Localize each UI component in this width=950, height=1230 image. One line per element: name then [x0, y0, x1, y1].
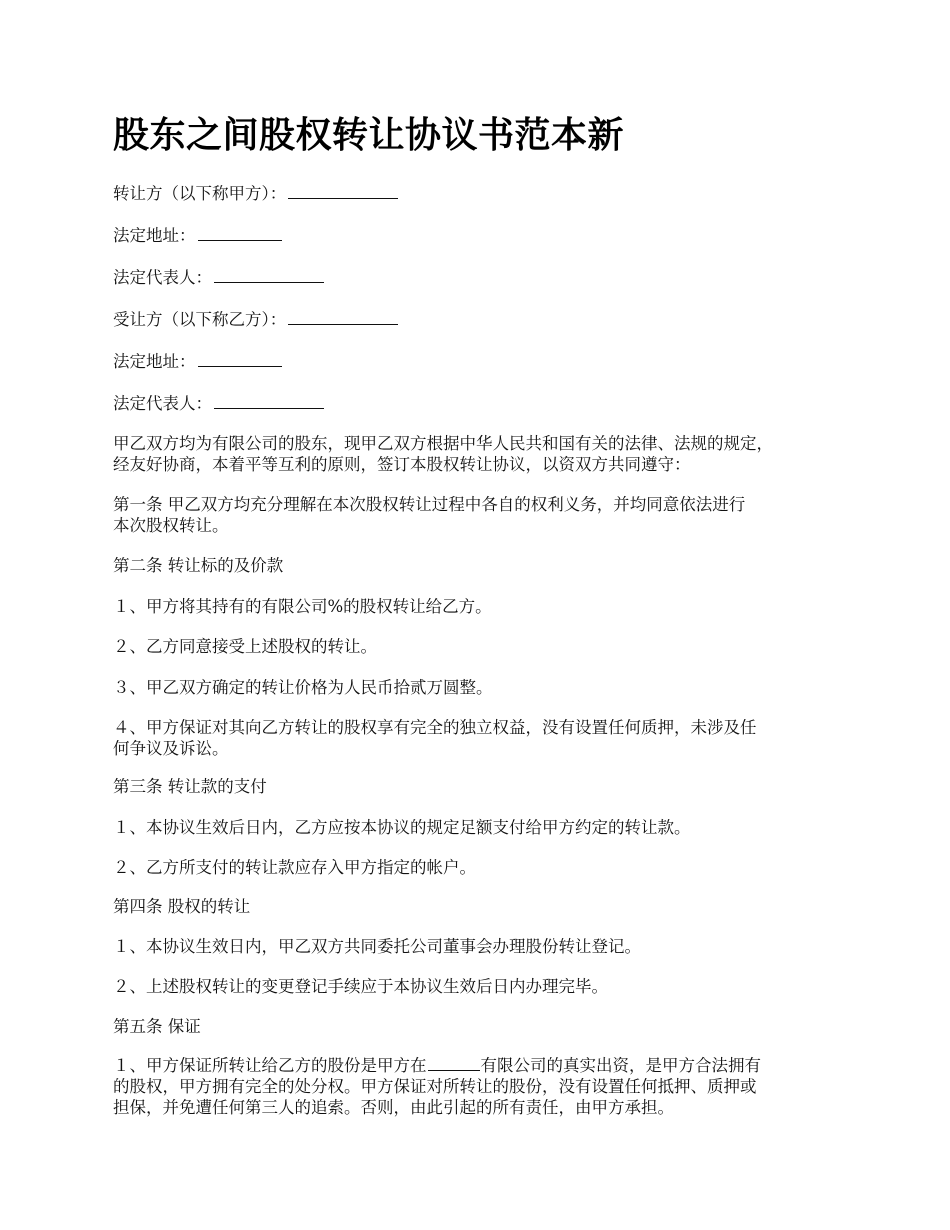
transferee-blank	[288, 309, 398, 325]
article-3-item-1: １、本协议生效后日内，乙方应按本协议的规定足额支付给甲方约定的转让款。	[113, 818, 691, 837]
article-2-item-3: ３、甲乙双方确定的转让价格为人民币拾贰万圆整。	[113, 678, 493, 697]
article-5-company-blank	[428, 1055, 480, 1071]
article-1-line-2: 本次股权转让。	[113, 516, 229, 535]
transferee-address-blank	[198, 351, 282, 367]
article-5-item-1-before-blank: １、甲方保证所转让给乙方的股份是甲方在	[113, 1056, 427, 1075]
document-title: 股东之间股权转让协议书范本新	[113, 115, 625, 156]
article-1-line-1: 第一条 甲乙双方均充分理解在本次股权转让过程中各自的权利义务，并均同意依法进行	[113, 495, 746, 514]
article-3-title: 第三条 转让款的支付	[113, 777, 267, 796]
transferor-address-line	[113, 225, 282, 246]
article-2-item-1: １、甲方将其持有的有限公司%的股权转让给乙方。	[113, 597, 492, 616]
transferee-representative-label: 法定代表人：	[113, 394, 212, 413]
transferor-blank	[288, 183, 398, 199]
transferor-representative-line	[113, 267, 324, 288]
transferor-representative-blank	[214, 267, 324, 283]
transferor-address-label: 法定地址：	[113, 226, 196, 245]
article-2-title: 第二条 转让标的及价款	[113, 556, 284, 575]
transferee-address-line	[113, 351, 282, 372]
article-5-item-1-after-blank: 有限公司的真实出资，是甲方合法拥有	[480, 1056, 761, 1075]
article-4-item-2: ２、上述股权转让的变更登记手续应于本协议生效后日内办理完毕。	[113, 977, 608, 996]
preamble-line-1: 甲乙双方均为有限公司的股东，现甲乙双方根据中华人民共和国有关的法律、法规的规定，	[113, 434, 773, 453]
article-2-item-4-line-1: ４、甲方保证对其向乙方转让的股权享有完全的独立权益，没有设置任何质押，未涉及任	[113, 718, 757, 737]
transferor-address-blank	[198, 225, 282, 241]
transferee-line	[113, 309, 398, 330]
article-5-item-1-line-1	[113, 1055, 761, 1076]
transferee-representative-line	[113, 393, 324, 414]
transferee-address-label: 法定地址：	[113, 352, 196, 371]
transferee-label: 受让方（以下称乙方）：	[113, 310, 287, 329]
article-3-item-2: ２、乙方所支付的转让款应存入甲方指定的帐户。	[113, 858, 476, 877]
transferor-representative-label: 法定代表人：	[113, 268, 212, 287]
article-4-title: 第四条 股权的转让	[113, 897, 251, 916]
transferee-representative-blank	[214, 393, 324, 409]
transferor-line	[113, 183, 398, 204]
preamble-line-2: 经友好协商，本着平等互利的原则，签订本股权转让协议，以资双方共同遵守：	[113, 455, 691, 474]
article-2-item-2: ２、乙方同意接受上述股权的转让。	[113, 637, 377, 656]
article-5-title: 第五条 保证	[113, 1017, 201, 1036]
article-2-item-4-line-2: 何争议及诉讼。	[113, 739, 229, 758]
article-4-item-1: １、本协议生效日内，甲乙双方共同委托公司董事会办理股份转让登记。	[113, 937, 641, 956]
article-5-item-1-line-2: 的股权，甲方拥有完全的处分权。甲方保证对所转让的股份，没有设置任何抵押、质押或	[113, 1077, 757, 1096]
article-5-item-1-line-3: 担保，并免遭任何第三人的追索。否则，由此引起的所有责任，由甲方承担。	[113, 1098, 674, 1117]
transferor-label: 转让方（以下称甲方）：	[113, 184, 287, 203]
